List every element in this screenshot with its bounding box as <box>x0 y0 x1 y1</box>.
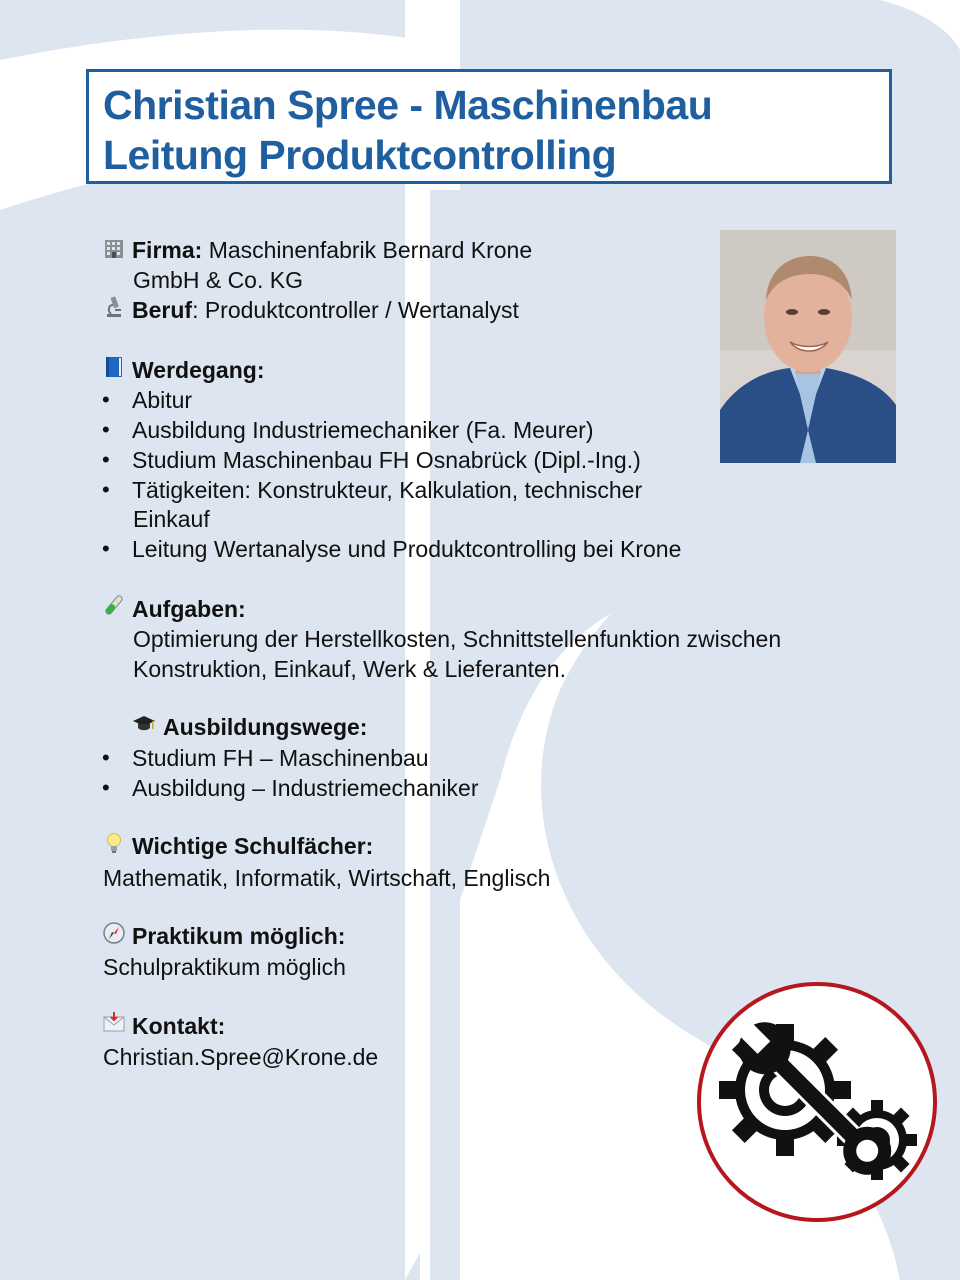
beruf-label: Beruf <box>132 297 193 323</box>
office-building-icon <box>103 238 125 260</box>
compass-icon <box>103 922 125 944</box>
werdegang-item: Ausbildung Industriemechaniker (Fa. Meurer) <box>132 417 594 443</box>
praktikum-value: Schulpraktikum möglich <box>103 954 346 980</box>
aufgaben-label: Aufgaben: <box>132 596 246 622</box>
schulfaecher-label: Wichtige Schulfächer: <box>132 833 374 859</box>
bullet: • <box>102 775 110 800</box>
werdegang-item-continuation: Einkauf <box>133 506 210 532</box>
ausbildungsweg-item: Studium FH – Maschinenbau <box>132 745 429 771</box>
bullet: • <box>102 477 110 502</box>
werdegang-label: Werdegang: <box>132 357 265 383</box>
schulfaecher-value: Mathematik, Informatik, Wirtschaft, Englisch <box>103 865 551 891</box>
werdegang-item: Abitur <box>132 387 193 413</box>
werdegang-item: Leitung Wertanalyse und Produktcontrolling bei Krone <box>132 536 682 562</box>
aufgaben-text-line2: Konstruktion, Einkauf, Werk & Lieferanten. <box>133 656 566 682</box>
firma-value-line2: GmbH & Co. KG <box>133 267 303 293</box>
firma-value-line1: Maschinenfabrik Bernard Krone <box>208 237 533 263</box>
envelope-icon <box>103 1011 125 1033</box>
bullet: • <box>102 387 110 412</box>
bullet: • <box>102 417 110 442</box>
ausbildungswege-label: Ausbildungswege: <box>163 714 368 740</box>
werdegang-item: Tätigkeiten: Konstrukteur, Kalkulation, technischer <box>132 477 643 503</box>
gear-wrench-icon <box>697 982 937 1222</box>
beruf-value: : Produktcontroller / Wertanalyst <box>192 297 519 323</box>
test-tube-icon <box>103 594 125 616</box>
microscope-icon <box>103 296 125 318</box>
praktikum-label: Praktikum möglich: <box>132 923 346 949</box>
kontakt-email[interactable]: Christian.Spree@Krone.de <box>103 1044 379 1070</box>
ausbildungsweg-item: Ausbildung – Industriemechaniker <box>132 775 479 801</box>
aufgaben-text-line1: Optimierung der Herstellkosten, Schnittstellenfunktion zwischen <box>133 626 782 652</box>
light-bulb-icon <box>103 832 125 854</box>
firma-label: Firma: <box>132 237 203 263</box>
page-subtitle: Leitung Produktcontrolling <box>103 132 617 178</box>
blue-book-icon <box>103 356 125 378</box>
bullet: • <box>102 447 110 472</box>
bullet: • <box>102 745 110 770</box>
werdegang-item: Studium Maschinenbau FH Osnabrück (Dipl.-Ing.) <box>132 447 641 473</box>
kontakt-label: Kontakt: <box>132 1013 226 1039</box>
page-title: Christian Spree - Maschinenbau <box>103 82 713 128</box>
graduation-cap-icon <box>133 713 155 735</box>
bullet: • <box>102 536 110 561</box>
